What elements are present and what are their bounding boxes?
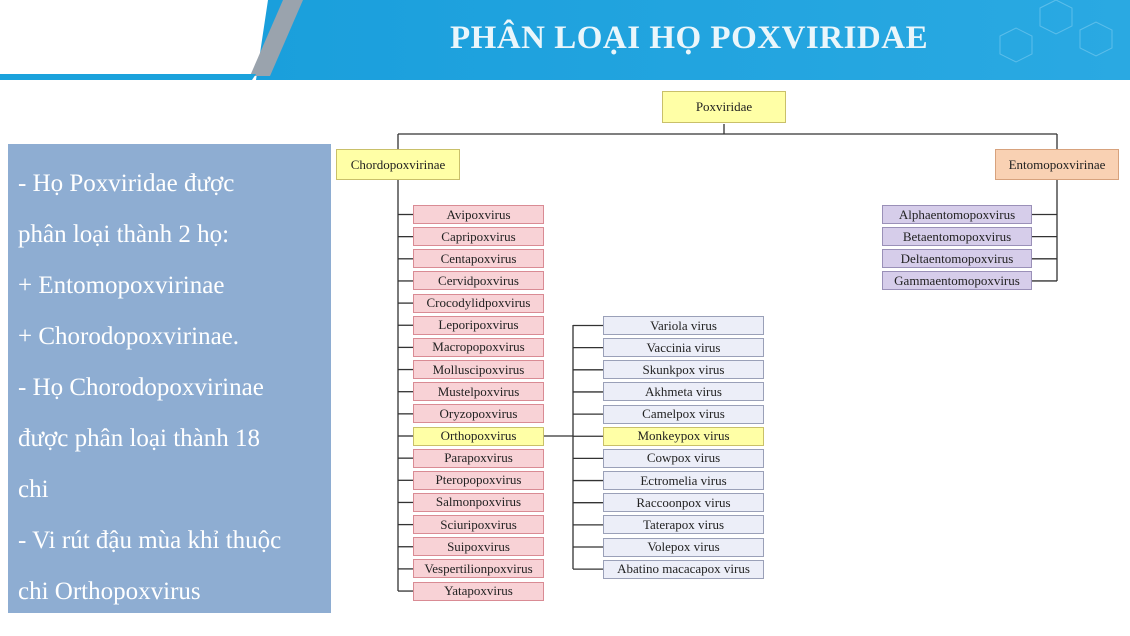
summary-line: chi — [18, 476, 49, 503]
genus-node-gammaentomopoxvirus: Gammaentomopoxvirus — [882, 271, 1032, 290]
genus-node-deltaentomopoxvirus: Deltaentomopoxvirus — [882, 249, 1032, 268]
node-poxviridae: Poxviridae — [662, 91, 786, 123]
summary-line: + Entomopoxvirinae — [18, 272, 225, 299]
species-node-akhmeta-virus: Akhmeta virus — [603, 382, 764, 401]
species-node-taterapox-virus: Taterapox virus — [603, 515, 764, 534]
genus-node-crocodylidpoxvirus: Crocodylidpoxvirus — [413, 294, 544, 313]
species-node-ectromelia-virus: Ectromelia virus — [603, 471, 764, 490]
genus-node-suipoxvirus: Suipoxvirus — [413, 537, 544, 556]
summary-line: chi Orthopoxvirus — [18, 578, 201, 605]
genus-node-salmonpoxvirus: Salmonpoxvirus — [413, 493, 544, 512]
genus-node-alphaentomopoxvirus: Alphaentomopoxvirus — [882, 205, 1032, 224]
species-node-skunkpox-virus: Skunkpox virus — [603, 360, 764, 379]
node-entomopoxvirinae: Entomopoxvirinae — [995, 149, 1119, 180]
summary-line: - Họ Poxviridae được — [18, 170, 235, 197]
genus-node-parapoxvirus: Parapoxvirus — [413, 449, 544, 468]
genus-node-avipoxvirus: Avipoxvirus — [413, 205, 544, 224]
species-node-camelpox-virus: Camelpox virus — [603, 405, 764, 424]
genus-node-oryzopoxvirus: Oryzopoxvirus — [413, 404, 544, 423]
genus-node-sciuripoxvirus: Sciuripoxvirus — [413, 515, 544, 534]
genus-node-mustelpoxvirus: Mustelpoxvirus — [413, 382, 544, 401]
genus-node-vespertilionpoxvirus: Vespertilionpoxvirus — [413, 559, 544, 578]
summary-line: - Họ Chorodopoxvirinae — [18, 374, 264, 401]
genus-node-orthopoxvirus: Orthopoxvirus — [413, 427, 544, 446]
genus-node-pteropopoxvirus: Pteropopoxvirus — [413, 471, 544, 490]
species-node-vaccinia-virus: Vaccinia virus — [603, 338, 764, 357]
species-node-variola-virus: Variola virus — [603, 316, 764, 335]
genus-node-capripoxvirus: Capripoxvirus — [413, 227, 544, 246]
summary-line: + Chorodopoxvirinae. — [18, 323, 240, 350]
genus-node-leporipoxvirus: Leporipoxvirus — [413, 316, 544, 335]
node-chordopoxvirinae: Chordopoxvirinae — [336, 149, 460, 180]
species-node-monkeypox-virus: Monkeypox virus — [603, 427, 764, 446]
genus-node-macropopoxvirus: Macropopoxvirus — [413, 338, 544, 357]
species-node-abatino-macacapox-virus: Abatino macacapox virus — [603, 560, 764, 579]
summary-line: được phân loại thành 18 — [18, 425, 260, 452]
page-title: PHÂN LOẠI HỌ POXVIRIDAE — [450, 20, 929, 56]
species-node-cowpox-virus: Cowpox virus — [603, 449, 764, 468]
summary-line: - Vi rút đậu mùa khỉ thuộc — [18, 527, 282, 554]
species-node-volepox-virus: Volepox virus — [603, 538, 764, 557]
summary-line: phân loại thành 2 họ: — [18, 221, 230, 248]
genus-node-betaentomopoxvirus: Betaentomopoxvirus — [882, 227, 1032, 246]
genus-node-cervidpoxvirus: Cervidpoxvirus — [413, 271, 544, 290]
genus-node-yatapoxvirus: Yatapoxvirus — [413, 582, 544, 601]
species-node-raccoonpox-virus: Raccoonpox virus — [603, 493, 764, 512]
genus-node-centapoxvirus: Centapoxvirus — [413, 249, 544, 268]
genus-node-molluscipoxvirus: Molluscipoxvirus — [413, 360, 544, 379]
